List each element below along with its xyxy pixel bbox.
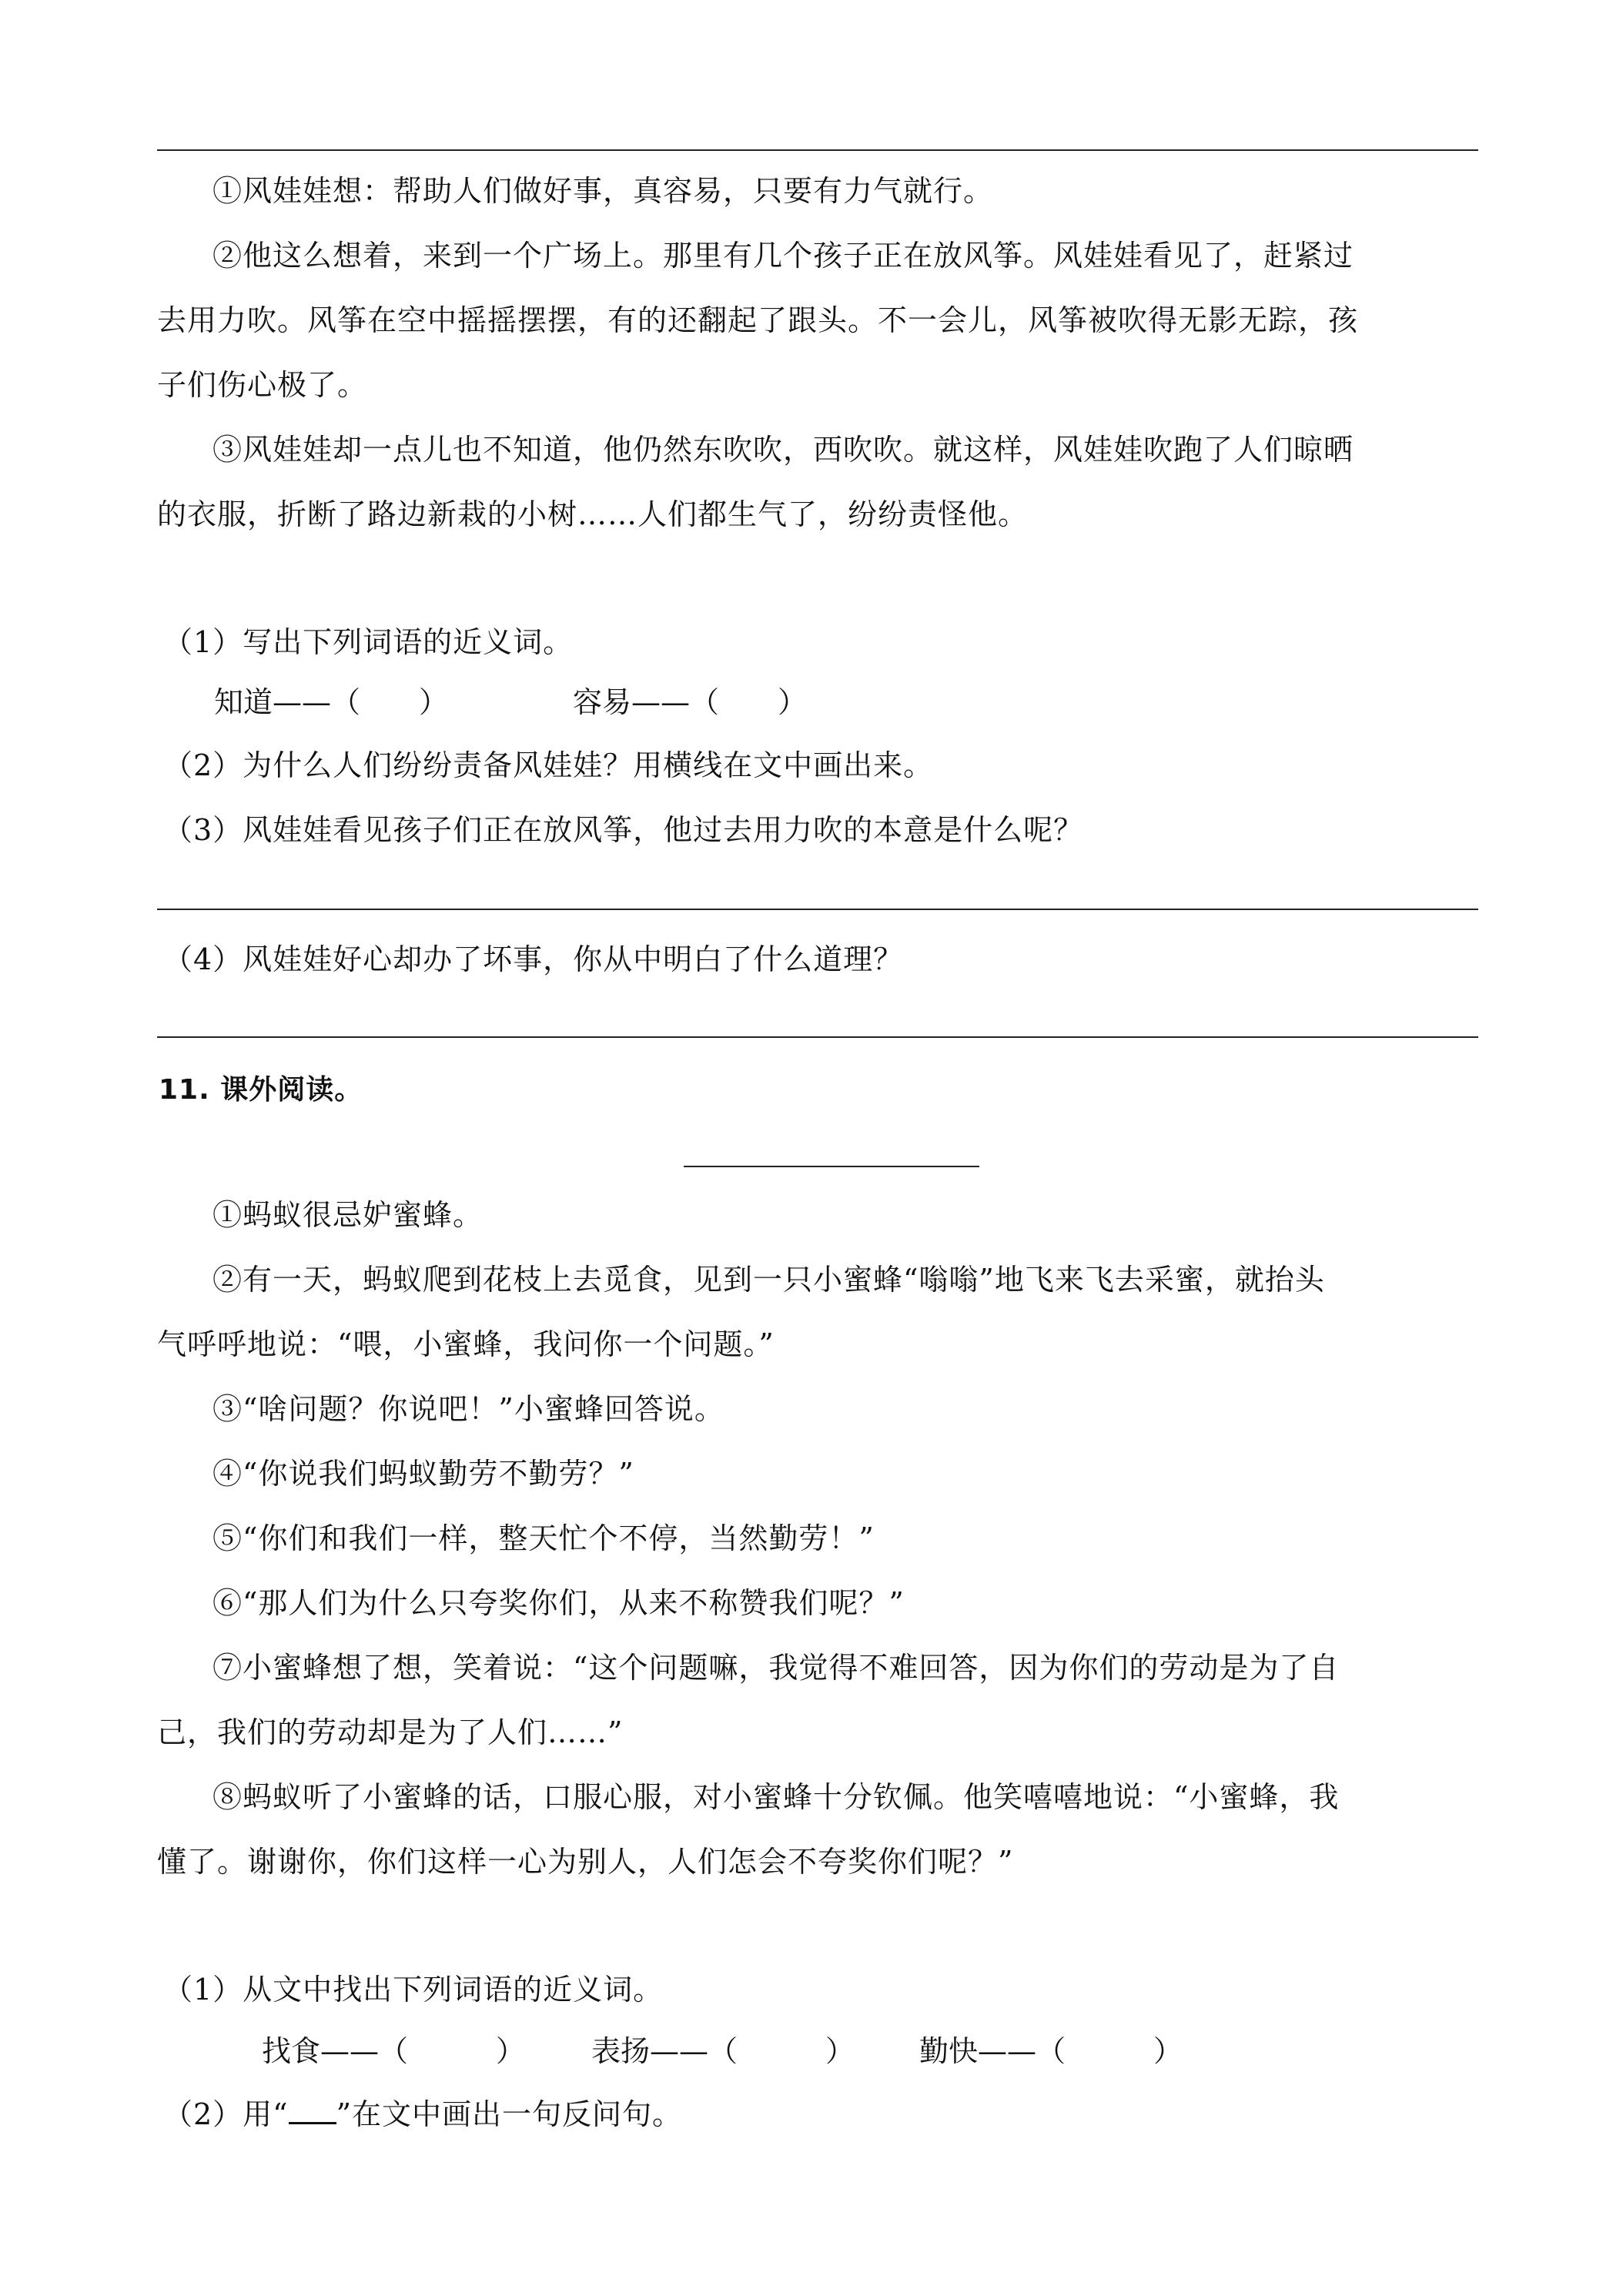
synonym-blank[interactable]: 找食——（ ） (262, 2034, 526, 2068)
section-heading: 11. 课外阅读。 (159, 1074, 363, 1106)
synonym-blank[interactable]: 勤快——（ ） (919, 2034, 1183, 2068)
paragraph-line: 去用力吹。风筝在空中摇摇摆摆，有的还翻起了跟头。不一会儿，风筝被吹得无影无踪，孩 (157, 303, 1359, 337)
paragraph: ③风娃娃却一点儿也不知道，他仍然东吹吹，西吹吹。就这样，风娃娃吹跑了人们晾晒 (212, 433, 1354, 467)
paragraph-line: 气呼呼地说：“喂，小蜜蜂，我问你一个问题。” (157, 1327, 775, 1361)
paragraph: ⑦小蜜蜂想了想，笑着说：“这个问题嘛，我觉得不难回答，因为你们的劳动是为了自 (212, 1651, 1340, 1685)
question-1: （1）写出下列词语的近义词。 (163, 625, 574, 659)
paragraph: ③“啥问题？你说吧！”小蜜蜂回答说。 (212, 1392, 724, 1426)
synonym-blank[interactable]: 表扬——（ ） (591, 2034, 855, 2068)
paragraph-line: 懂了。谢谢你，你们这样一心为别人，人们怎会不夸奖你们呢？” (157, 1845, 1014, 1879)
question-2: （2）为什么人们纷纷责备风娃娃？用横线在文中画出来。 (163, 748, 934, 782)
paragraph-line: 己，我们的劳动却是为了人们……” (157, 1715, 624, 1749)
question-2 (163, 2096, 682, 2133)
question-3: （3）风娃娃看见孩子们正在放风筝，他过去用力吹的本意是什么呢？ (163, 813, 1084, 847)
question-4: （4）风娃娃好心却办了坏事，你从中明白了什么道理？ (163, 942, 904, 976)
paragraph: ②他这么想着，来到一个广场上。那里有几个孩子正在放风筝。风娃娃看见了，赶紧过 (212, 239, 1354, 273)
underline-sample (289, 2096, 336, 2124)
synonym-blank[interactable]: 知道——（ ） (214, 685, 449, 719)
paragraph: ④“你说我们蚂蚁勤劳不勤劳？” (212, 1457, 634, 1491)
paragraph-line: 的衣服，折断了路边新栽的小树……人们都生气了，纷纷责怪他。 (157, 497, 1029, 531)
synonym-blank[interactable]: 容易——（ ） (573, 685, 808, 719)
answer-line[interactable] (157, 909, 1478, 910)
paragraph: ①风娃娃想：帮助人们做好事，真容易，只要有力气就行。 (212, 174, 994, 208)
paragraph: ②有一天，蚂蚁爬到花枝上去觅食，见到一只小蜜蜂“嗡嗡”地飞来飞去采蜜，就抬头 (212, 1263, 1325, 1297)
paragraph: ⑤“你们和我们一样，整天忙个不停，当然勤劳！” (212, 1521, 875, 1555)
paragraph: ①蚂蚁很忌妒蜜蜂。 (212, 1198, 484, 1232)
answer-line[interactable] (157, 1036, 1478, 1038)
question-text: ”在文中画出一句反问句。 (336, 2097, 683, 2131)
question-text: （2）用“ (163, 2097, 289, 2131)
answer-line (157, 149, 1478, 151)
title-blank-line[interactable] (684, 1166, 979, 1167)
paragraph-line: 子们伤心极了。 (157, 368, 368, 402)
paragraph: ⑧蚂蚁听了小蜜蜂的话，口服心服，对小蜜蜂十分钦佩。他笑嘻嘻地说：“小蜜蜂，我 (212, 1780, 1340, 1814)
paragraph: ⑥“那人们为什么只夸奖你们，从来不称赞我们呢？” (212, 1586, 905, 1620)
question-1: （1）从文中找出下列词语的近义词。 (163, 1973, 664, 2006)
